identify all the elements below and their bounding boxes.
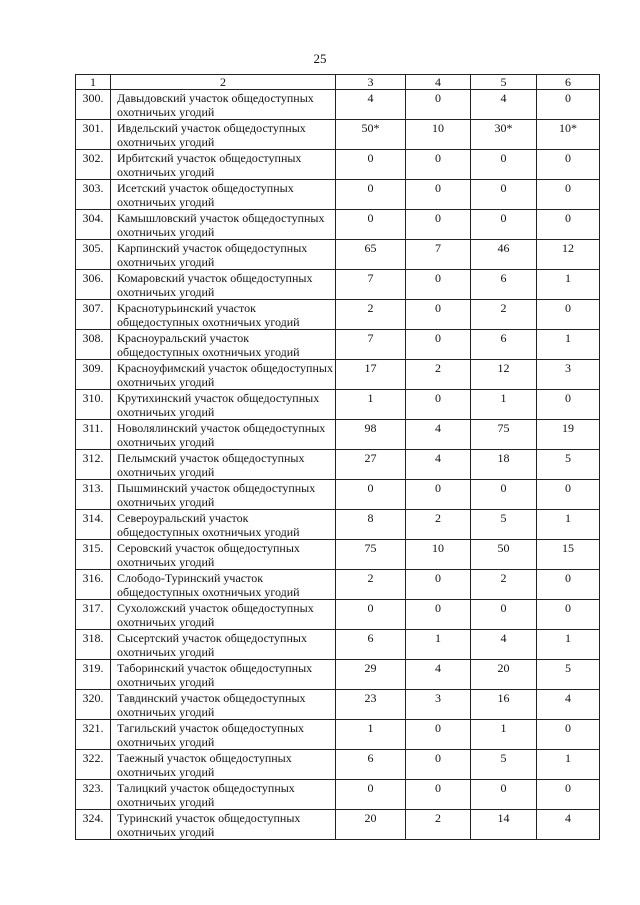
value-col-5: 30*: [471, 120, 537, 150]
row-number: 302.: [76, 150, 111, 180]
row-number: 319.: [76, 660, 111, 690]
table-row: [76, 210, 600, 240]
row-number: 305.: [76, 240, 111, 270]
value-col-4: 4: [406, 660, 471, 690]
value-col-4: 0: [406, 570, 471, 600]
table-row: [76, 330, 600, 360]
area-name: Красноуральский участок общедоступных охотничьих угодий: [111, 330, 336, 360]
row-number: 320.: [76, 690, 111, 720]
table-row: [76, 510, 600, 540]
value-col-6: 0: [537, 600, 600, 630]
table-row: [76, 180, 600, 210]
area-name: Ирбитский участок общедоступных охотничьих угодий: [111, 150, 336, 180]
area-name: Крутихинский участок общедоступных охотничьих угодий: [111, 390, 336, 420]
value-col-4: 0: [406, 780, 471, 810]
value-col-4: 0: [406, 390, 471, 420]
row-number: 314.: [76, 510, 111, 540]
area-name: Серовский участок общедоступных охотничьих угодий: [111, 540, 336, 570]
area-name: Туринский участок общедоступных охотничьих угодий: [111, 810, 336, 840]
value-col-4: 0: [406, 300, 471, 330]
value-col-4: 10: [406, 120, 471, 150]
value-col-4: 0: [406, 330, 471, 360]
value-col-4: 0: [406, 270, 471, 300]
area-name: Тагильский участок общедоступных охотничьих угодий: [111, 720, 336, 750]
value-col-6: 1: [537, 270, 600, 300]
column-header-5: 5: [471, 75, 537, 90]
value-col-6: 0: [537, 90, 600, 120]
value-col-3: 6: [336, 750, 406, 780]
area-name: Талицкий участок общедоступных охотничьих угодий: [111, 780, 336, 810]
value-col-5: 18: [471, 450, 537, 480]
value-col-5: 2: [471, 300, 537, 330]
table-row: [76, 630, 600, 660]
table-row: [76, 360, 600, 390]
value-col-3: 23: [336, 690, 406, 720]
table-row: [76, 540, 600, 570]
value-col-5: 75: [471, 420, 537, 450]
value-col-5: 4: [471, 90, 537, 120]
table-row: [76, 810, 600, 840]
value-col-5: 1: [471, 390, 537, 420]
table-row: [76, 750, 600, 780]
value-col-3: 29: [336, 660, 406, 690]
value-col-6: 0: [537, 210, 600, 240]
value-col-4: 0: [406, 150, 471, 180]
value-col-3: 20: [336, 810, 406, 840]
row-number: 312.: [76, 450, 111, 480]
value-col-6: 1: [537, 750, 600, 780]
value-col-5: 0: [471, 150, 537, 180]
value-col-3: 4: [336, 90, 406, 120]
value-col-6: 0: [537, 570, 600, 600]
value-col-6: 4: [537, 690, 600, 720]
row-number: 313.: [76, 480, 111, 510]
value-col-4: 4: [406, 450, 471, 480]
area-name: Комаровский участок общедоступных охотничьих угодий: [111, 270, 336, 300]
table-row: [76, 390, 600, 420]
area-name: Давыдовский участок общедоступных охотничьих угодий: [111, 90, 336, 120]
value-col-4: 2: [406, 810, 471, 840]
column-header-3: 3: [336, 75, 406, 90]
area-name: Пелымский участок общедоступных охотничьих угодий: [111, 450, 336, 480]
row-number: 309.: [76, 360, 111, 390]
row-number: 300.: [76, 90, 111, 120]
value-col-5: 0: [471, 780, 537, 810]
value-col-5: 12: [471, 360, 537, 390]
row-number: 311.: [76, 420, 111, 450]
area-name: Камышловский участок общедоступных охотничьих угодий: [111, 210, 336, 240]
area-name: Ивдельский участок общедоступных охотничьих угодий: [111, 120, 336, 150]
value-col-3: 0: [336, 150, 406, 180]
value-col-5: 4: [471, 630, 537, 660]
value-col-3: 0: [336, 600, 406, 630]
column-header-2: 2: [111, 75, 336, 90]
table-row: [76, 570, 600, 600]
value-col-5: 0: [471, 180, 537, 210]
value-col-4: 3: [406, 690, 471, 720]
value-col-4: 1: [406, 630, 471, 660]
area-name: Таборинский участок общедоступных охотничьих угодий: [111, 660, 336, 690]
row-number: 303.: [76, 180, 111, 210]
area-name: Краснотурьинский участок общедоступных охотничьих угодий: [111, 300, 336, 330]
value-col-5: 1: [471, 720, 537, 750]
value-col-6: 15: [537, 540, 600, 570]
page-number: 25: [313, 51, 327, 66]
value-col-5: 5: [471, 510, 537, 540]
value-col-3: 2: [336, 300, 406, 330]
table-row: [76, 270, 600, 300]
value-col-5: 0: [471, 210, 537, 240]
table-row: [76, 600, 600, 630]
row-number: 310.: [76, 390, 111, 420]
row-number: 318.: [76, 630, 111, 660]
value-col-5: 2: [471, 570, 537, 600]
table-row: [76, 300, 600, 330]
table-row: [76, 450, 600, 480]
value-col-3: 8: [336, 510, 406, 540]
value-col-6: 0: [537, 180, 600, 210]
value-col-6: 0: [537, 480, 600, 510]
value-col-5: 5: [471, 750, 537, 780]
value-col-3: 1: [336, 720, 406, 750]
value-col-4: 4: [406, 420, 471, 450]
row-number: 306.: [76, 270, 111, 300]
area-name: Карпинский участок общедоступных охотничьих угодий: [111, 240, 336, 270]
value-col-4: 0: [406, 480, 471, 510]
area-name: Пышминский участок общедоступных охотничьих угодий: [111, 480, 336, 510]
value-col-6: 5: [537, 450, 600, 480]
column-header-6: 6: [537, 75, 600, 90]
value-col-6: 0: [537, 300, 600, 330]
value-col-5: 0: [471, 600, 537, 630]
table-row: [76, 720, 600, 750]
value-col-6: 0: [537, 720, 600, 750]
value-col-6: 19: [537, 420, 600, 450]
area-name: Новолялинский участок общедоступных охотничьих угодий: [111, 420, 336, 450]
value-col-3: 0: [336, 480, 406, 510]
value-col-4: 2: [406, 360, 471, 390]
row-number: 321.: [76, 720, 111, 750]
area-name: Североуральский участок общедоступных охотничьих угодий: [111, 510, 336, 540]
value-col-3: 65: [336, 240, 406, 270]
table-row: [76, 240, 600, 270]
value-col-4: 0: [406, 600, 471, 630]
value-col-3: 17: [336, 360, 406, 390]
row-number: 322.: [76, 750, 111, 780]
value-col-4: 0: [406, 750, 471, 780]
table-row: [76, 780, 600, 810]
table-row: [76, 120, 600, 150]
value-col-5: 16: [471, 690, 537, 720]
row-number: 304.: [76, 210, 111, 240]
value-col-6: 0: [537, 150, 600, 180]
value-col-3: 7: [336, 270, 406, 300]
table-row: [76, 420, 600, 450]
value-col-6: 0: [537, 780, 600, 810]
value-col-6: 1: [537, 330, 600, 360]
value-col-5: 50: [471, 540, 537, 570]
value-col-3: 0: [336, 780, 406, 810]
table-row: [76, 690, 600, 720]
row-number: 323.: [76, 780, 111, 810]
area-name: Таежный участок общедоступных охотничьих угодий: [111, 750, 336, 780]
row-number: 324.: [76, 810, 111, 840]
column-header-1: 1: [76, 75, 111, 90]
value-col-4: 0: [406, 90, 471, 120]
value-col-5: 6: [471, 330, 537, 360]
row-number: 315.: [76, 540, 111, 570]
value-col-6: 5: [537, 660, 600, 690]
table-row: [76, 150, 600, 180]
value-col-3: 27: [336, 450, 406, 480]
table-row: [76, 660, 600, 690]
header-row: [76, 75, 600, 90]
table-body: [76, 90, 600, 840]
area-name: Исетский участок общедоступных охотничьих угодий: [111, 180, 336, 210]
value-col-5: 14: [471, 810, 537, 840]
column-header-4: 4: [406, 75, 471, 90]
value-col-6: 10*: [537, 120, 600, 150]
value-col-4: 0: [406, 720, 471, 750]
value-col-5: 0: [471, 480, 537, 510]
value-col-3: 75: [336, 540, 406, 570]
value-col-6: 3: [537, 360, 600, 390]
value-col-4: 0: [406, 210, 471, 240]
value-col-6: 0: [537, 390, 600, 420]
value-col-6: 4: [537, 810, 600, 840]
value-col-4: 0: [406, 180, 471, 210]
area-name: Красноуфимский участок общедоступных охотничьих угодий: [111, 360, 336, 390]
row-number: 317.: [76, 600, 111, 630]
table-row: [76, 90, 600, 120]
value-col-4: 2: [406, 510, 471, 540]
value-col-6: 1: [537, 510, 600, 540]
data-table: [75, 74, 600, 840]
value-col-3: 0: [336, 210, 406, 240]
value-col-6: 1: [537, 630, 600, 660]
value-col-5: 6: [471, 270, 537, 300]
value-col-3: 7: [336, 330, 406, 360]
value-col-3: 6: [336, 630, 406, 660]
value-col-3: 0: [336, 180, 406, 210]
value-col-5: 46: [471, 240, 537, 270]
area-name: Слободо-Туринский участок общедоступных охотничьих угодий: [111, 570, 336, 600]
area-name: Тавдинский участок общедоступных охотничьих угодий: [111, 690, 336, 720]
value-col-3: 1: [336, 390, 406, 420]
value-col-6: 12: [537, 240, 600, 270]
value-col-4: 7: [406, 240, 471, 270]
row-number: 308.: [76, 330, 111, 360]
value-col-3: 50*: [336, 120, 406, 150]
row-number: 307.: [76, 300, 111, 330]
area-name: Сысертский участок общедоступных охотничьих угодий: [111, 630, 336, 660]
row-number: 301.: [76, 120, 111, 150]
value-col-4: 10: [406, 540, 471, 570]
row-number: 316.: [76, 570, 111, 600]
value-col-5: 20: [471, 660, 537, 690]
value-col-3: 98: [336, 420, 406, 450]
value-col-3: 2: [336, 570, 406, 600]
area-name: Сухоложский участок общедоступных охотничьих угодий: [111, 600, 336, 630]
table-row: [76, 480, 600, 510]
